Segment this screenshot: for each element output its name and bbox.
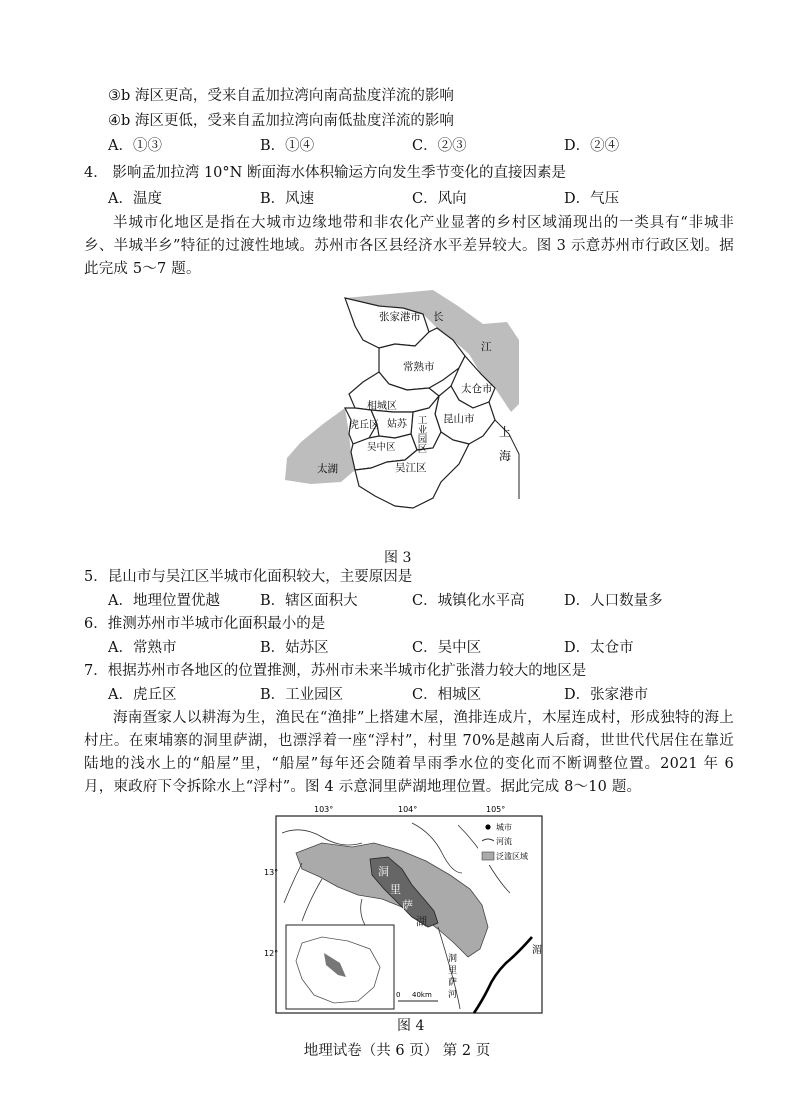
q7-option-c: C．相城区 [412,687,482,703]
q6-stem: 6．推测苏州市半城市化面积最小的是 [84,616,326,632]
q7-option-a: A．虎丘区 [108,687,177,703]
intro-paragraph-1: 半城市化地区是指在大城市边缘地带和非农化产业显著的乡村区域涌现出的一类具有“非城非乡、半城半乡”特征的过渡性地域。苏州市各区县经济水平差异较大。图 3 示意苏州市行政区划。据此完成 5～7 题。 [84,215,734,277]
q3-item-4: ④b 海区更低，受来自孟加拉湾向南低盐度洋流的影响 [108,113,454,129]
label-gusu: 姑苏 [387,419,407,430]
lake-label-4: 湖 [416,915,427,928]
lon-103: 103° [314,805,334,814]
q3-item-3: ③b 海区更高，受来自孟加拉湾向南高盐度洋流的影响 [108,88,454,104]
lon-105: 105° [486,805,506,814]
mekong-label: 湄 [532,945,542,956]
q4-option-d: D．气压 [564,191,620,207]
label-xiangcheng: 相城区 [367,401,397,412]
q6-option-d: D．太仓市 [564,640,634,656]
label-zhangjiagang: 张家港市 [379,311,421,323]
q5-option-d: D．人口数量多 [564,593,663,609]
label-jiang: 江 [481,341,492,353]
page-footer: 地理试卷（共 6 页） 第 2 页 [303,1043,491,1059]
q4-option-c: C．风向 [412,191,467,207]
label-hai: 海 [499,449,512,463]
label-changshu: 常熟市 [403,361,435,373]
label-gongye: 工业园区 [415,415,427,453]
figure-4-caption: 图 4 [397,1018,425,1034]
lon-104: 104° [398,805,418,814]
lake-label-3: 萨 [402,899,413,912]
figure-3-caption: 图 3 [384,550,412,566]
river-label-1: 洞 [448,954,458,964]
q7-stem: 7．根据苏州市各地区的位置推测，苏州市未来半城市化扩张潜力较大的地区是 [84,663,587,679]
q7-option-d: D．张家港市 [564,687,649,703]
label-kunshan: 昆山市 [443,413,475,425]
q5-option-a: A．地理位置优越 [108,593,220,609]
q3-option-b: B．①④ [260,138,315,154]
label-wujiang: 吴江区 [395,462,427,474]
q7-option-b: B．工业园区 [260,687,344,703]
q6-option-a: A．常熟市 [108,640,177,656]
legend-river: 河流 [496,837,512,846]
label-taicang: 太仓市 [461,383,493,395]
q5-option-c: C．城镇化水平高 [412,593,525,609]
river-label-2: 里 [448,966,458,976]
q3-option-d: D．②④ [564,138,620,154]
lake-label-1: 洞 [378,865,389,878]
river-label-4: 河 [448,990,458,1000]
q3-option-c: C．②③ [412,138,467,154]
q5-stem: 5．昆山市与吴江区半城市化面积较大，主要原因是 [84,569,413,585]
label-wuzhong: 吴中区 [367,442,396,453]
intro-paragraph-2: 海南疍家人以耕海为生，渔民在“渔排”上搭建木屋，渔排连成片，木屋连成村，形成独特的海上村庄。在柬埔寨的洞里萨湖，也漂浮着一座“浮村”，村里 70%是越南人后裔，世世代代居住在靠近陆地的浅水上的“船屋”里，“船屋”每年还会随着旱雨季水位的变化而不断调整位置。2021 年 6 月，柬政府下令拆除水上“浮村”。图 4 示意洞里萨湖地理位置。据此完成 8～10 题。 [84,710,734,795]
label-taihu: 太湖 [317,463,338,475]
q3-option-a: A．①③ [108,138,162,154]
q4-stem: 4． 影响孟加拉湾 10°N 断面海水体积输运方向发生季节变化的直接因素是 [84,165,566,181]
label-chang: 长 [433,311,444,323]
figure-4-map [262,803,548,1017]
q4-option-a: A．温度 [108,191,162,207]
q6-option-b: B．姑苏区 [260,640,329,656]
lake-label-2: 里 [390,883,401,896]
label-shang: 上 [499,425,512,439]
q6-option-c: C．吴中区 [412,640,482,656]
figure-3-map [283,284,523,544]
q4-option-b: B．风速 [260,191,315,207]
lat-13: 13° [264,868,279,877]
q5-option-b: B．辖区面积大 [260,593,358,609]
figure-4-legend [478,819,540,865]
river-label-3: 萨 [448,978,458,988]
scale-unit: 40km [412,991,432,999]
legend-flood: 泛滥区域 [496,852,528,861]
lat-12: 12° [264,949,279,958]
label-huqiu: 虎丘区 [349,420,379,431]
legend-city: 城市 [496,823,512,832]
scale-zero: 0 [396,991,401,999]
